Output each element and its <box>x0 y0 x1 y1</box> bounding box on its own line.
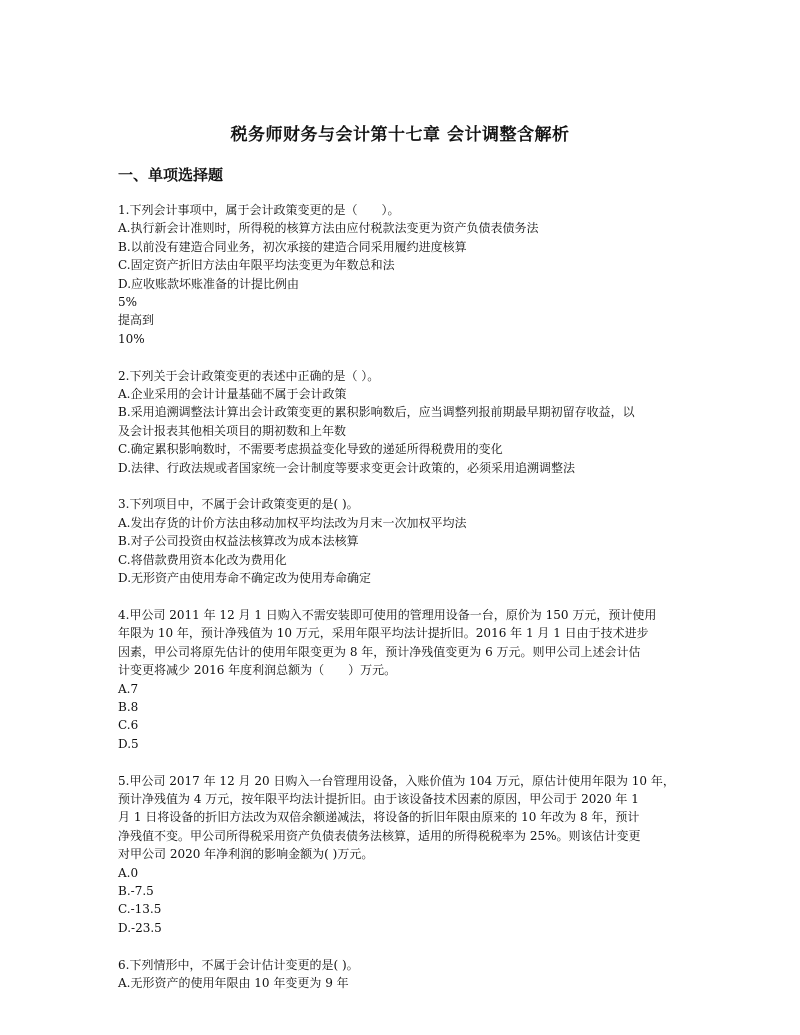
question-stem: 4.甲公司 2011 年 12 月 1 日购入不需安装即可使用的管理用设备一台，原价为 150 万元，预计使用 <box>118 607 657 622</box>
question-stem: 3.下列项目中，不属于会计政策变更的是( )。 <box>118 497 359 512</box>
option-a: A.7 <box>118 681 139 696</box>
option-d: D.应收账款坏账准备的计提比例由 <box>118 276 300 291</box>
question-stem: 2.下列关于会计政策变更的表述中正确的是（ ）。 <box>118 368 380 383</box>
option-b: B.以前没有建造合同业务，初次承接的建造合同采用履约进度核算 <box>118 239 467 254</box>
option-b: B.8 <box>118 699 139 714</box>
question-stem: 因素，甲公司将原先估计的使用年限变更为 8 年，预计净残值变更为 6 万元。则甲公司上述会计估 <box>118 644 641 659</box>
question-2 <box>118 367 688 477</box>
question-stem: 月 1 日将设备的折旧方法改为双倍余额递减法，将设备的折旧年限由原来的 10 年改为 8 年，预计 <box>118 810 640 825</box>
question-stem: 6.下列情形中，不属于会计估计变更的是( )。 <box>118 957 359 972</box>
section-heading: 一、单项选择题 <box>118 166 224 184</box>
question-stem: 年限为 10 年，预计净残值为 10 万元，采用年限平均法计提折旧。2016 年 1 月 1 日由于技术进步 <box>118 626 649 641</box>
question-stem: 计变更将减少 2016 年度利润总额为（ ）万元。 <box>118 663 397 678</box>
question-stem: 5.甲公司 2017 年 12 月 20 日购入一台管理用设备，入账价值为 104 万元，原估计使用年限为 10 年， <box>118 773 675 788</box>
option-d-continuation: 10% <box>118 331 145 346</box>
option-b: B.-7.5 <box>118 883 154 898</box>
option-d: D.无形资产由使用寿命不确定改为使用寿命确定 <box>118 571 372 586</box>
option-d: D.法律、行政法规或者国家统一会计制度等要求变更会计政策的，必须采用追溯调整法 <box>118 460 576 475</box>
question-1 <box>118 201 688 348</box>
question-list <box>118 201 688 1011</box>
option-a: A.0 <box>118 865 139 880</box>
option-d: D.-23.5 <box>118 920 162 935</box>
question-stem: 1.下列会计事项中，属于会计政策变更的是（ ）。 <box>118 203 400 217</box>
question-stem: 对甲公司 2020 年净利润的影响金额为( )万元。 <box>118 847 374 862</box>
option-d-continuation: 提高到 <box>118 313 155 328</box>
option-a: A.企业采用的会计计量基础不属于会计政策 <box>118 387 347 402</box>
option-a: A.发出存货的计价方法由移动加权平均法改为月末一次加权平均法 <box>118 515 467 530</box>
option-a: A.无形资产的使用年限由 10 年变更为 9 年 <box>118 975 349 990</box>
document-title: 税务师财务与会计第十七章 会计调整含解析 <box>230 125 570 145</box>
option-b: B.对子公司投资由权益法核算改为成本法核算 <box>118 534 359 549</box>
option-d: D.5 <box>118 736 139 751</box>
option-b: B.采用追溯调整法计算出会计政策变更的累积影响数后，应当调整列报前期最早期初留存收益，以 <box>118 405 635 420</box>
option-c: C.将借款费用资本化改为费用化 <box>118 552 287 567</box>
option-b-continuation: 及会计报表其他相关项目的期初数和上年数 <box>118 423 347 438</box>
question-6 <box>118 956 688 993</box>
option-c: C.确定累积影响数时，不需要考虑损益变化导致的递延所得税费用的变化 <box>118 442 503 457</box>
option-c: C.固定资产折旧方法由年限平均法变更为年数总和法 <box>118 258 395 273</box>
option-a: A.执行新会计准则时，所得税的核算方法由应付税款法变更为资产负债表债务法 <box>118 221 539 236</box>
question-stem: 净残值不变。甲公司所得税采用资产负债表债务法核算，适用的所得税税率为 25%。则该估计变更 <box>118 828 641 843</box>
option-d-continuation: 5% <box>118 295 138 310</box>
option-c: C.-13.5 <box>118 902 162 917</box>
question-3 <box>118 495 688 587</box>
question-5 <box>118 772 688 938</box>
question-stem: 预计净残值为 4 万元，按年限平均法计提折旧。由于该设备技术因素的原因，甲公司于 2020 年 1 <box>118 791 639 806</box>
question-4 <box>118 606 688 753</box>
option-c: C.6 <box>118 718 139 733</box>
